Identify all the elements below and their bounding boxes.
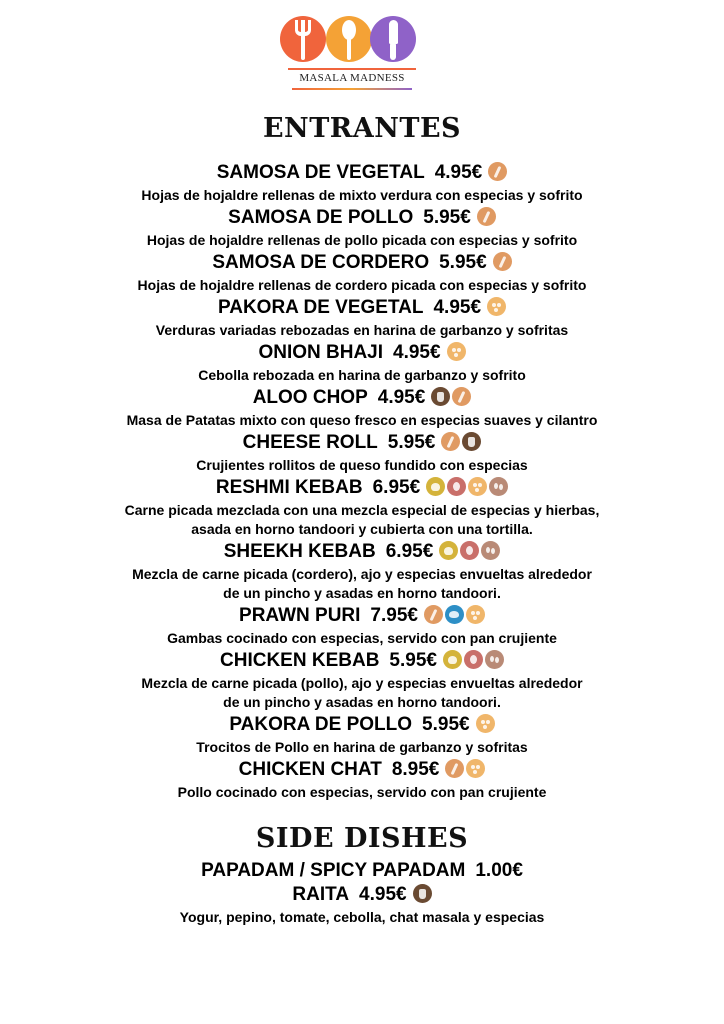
gluten-allergen-icon (477, 207, 496, 226)
section-title-starters: ENTRANTES (262, 113, 462, 144)
dish-description: de un pincho y asadas en horno tandoori. (223, 585, 501, 601)
dish-name: ONION BHAJI (258, 342, 384, 363)
dish-price: 4.95€ (393, 342, 441, 363)
mustard-allergen-icon (468, 477, 487, 496)
dish-description: de un pincho y asadas en horno tandoori. (223, 694, 501, 710)
dish-description: asada en horno tandoori y cubierta con una tortilla. (191, 521, 533, 537)
crustacean-allergen-icon (445, 605, 464, 624)
mustard-allergen-icon (466, 759, 485, 778)
logo-divider (288, 68, 416, 70)
mustard-allergen-icon (447, 342, 466, 361)
gluten-allergen-icon (424, 605, 443, 624)
side-price: 4.95€ (359, 884, 407, 905)
dish-description: Masa de Patatas mixto con queso fresco en especias suaves y cilantro (126, 412, 598, 428)
egg-allergen-icon (443, 650, 462, 669)
knife-handle (390, 42, 396, 60)
mustard-allergen-icon (487, 297, 506, 316)
dish-price: 4.95€ (377, 387, 426, 408)
egg-allergen-icon (426, 477, 445, 496)
gluten-allergen-icon (441, 432, 460, 451)
dish-price: 5.95€ (423, 207, 471, 228)
dish-name: PRAWN PURI (239, 605, 361, 626)
dish-name-row (0, 387, 724, 409)
dish-name: CHICKEN KEBAB (220, 650, 380, 671)
logo (272, 10, 432, 90)
nuts-allergen-icon (460, 541, 479, 560)
side-name-row (0, 860, 724, 882)
dish-name: CHEESE ROLL (242, 432, 378, 453)
dish-name-row (0, 477, 724, 499)
dish-name-row (0, 252, 724, 274)
dish-price: 5.95€ (422, 714, 470, 735)
dish-name-row (0, 759, 724, 781)
dish-name-row (0, 342, 724, 364)
dish-name: PAKORA DE VEGETAL (217, 297, 424, 318)
dish-description: Mezcla de carne picada (cordero), ajo y especias envueltas alrededor (132, 566, 592, 582)
brand-name: MASALA MADNESS (299, 72, 405, 84)
spoon-icon (342, 20, 356, 40)
dish-price: 5.95€ (439, 252, 487, 273)
dish-name-row (0, 650, 724, 672)
side-name: PAPADAM / SPICY PAPADAM (201, 860, 466, 881)
dish-description: Hojas de hojaldre rellenas de cordero picada con especias y sofrito (137, 277, 587, 293)
dish-price: 8.95€ (391, 759, 440, 780)
gluten-allergen-icon (452, 387, 471, 406)
dish-description: Crujientes rollitos de queso fundido con especias (196, 457, 528, 473)
dish-name-row (0, 162, 724, 184)
sesame-allergen-icon (485, 650, 504, 669)
dish-name-row (0, 605, 724, 627)
dish-description: Hojas de hojaldre rellenas de pollo picada con especias y sofrito (146, 232, 578, 248)
sesame-allergen-icon (481, 541, 500, 560)
fork-tine (301, 20, 305, 34)
dish-name-row (0, 207, 724, 229)
dish-description: Verduras variadas rebozadas en harina de garbanzo y sofritas (155, 322, 569, 338)
dish-description: Pollo cocinado con especias, servido con pan crujiente (177, 784, 547, 800)
dish-name-row (0, 297, 724, 319)
mustard-allergen-icon (466, 605, 485, 624)
mustard-allergen-icon (476, 714, 495, 733)
side-name: RAITA (292, 884, 350, 905)
dish-name: SAMOSA DE VEGETAL (216, 162, 425, 183)
dish-name: SHEEKH KEBAB (223, 541, 376, 562)
logo-underline (292, 88, 412, 90)
section-title-sides: SIDE DISHES (255, 823, 469, 854)
milk-allergen-icon (462, 432, 481, 451)
egg-allergen-icon (439, 541, 458, 560)
dish-name-row (0, 541, 724, 563)
side-name-row (0, 884, 724, 906)
dish-name: SAMOSA DE CORDERO (212, 252, 430, 273)
dish-description: Hojas de hojaldre rellenas de mixto verdura con especias y sofrito (141, 187, 583, 203)
fork-handle (301, 34, 305, 60)
knife-icon (389, 20, 398, 44)
nuts-allergen-icon (464, 650, 483, 669)
dish-price: 7.95€ (370, 605, 418, 626)
dish-name: RESHMI KEBAB (215, 477, 363, 498)
dish-name: ALOO CHOP (252, 387, 368, 408)
dish-price: 5.95€ (387, 432, 436, 453)
dish-name-row (0, 432, 724, 454)
gluten-allergen-icon (488, 162, 507, 181)
dish-description: Mezcla de carne picada (pollo), ajo y especias envueltas alrededor (141, 675, 583, 691)
dish-name: SAMOSA DE POLLO (228, 207, 414, 228)
dish-description: Gambas cocinado con especias, servido con pan crujiente (167, 630, 557, 646)
dish-description: Cebolla rebozada en harina de garbanzo y sofrito (198, 367, 526, 383)
side-price: 1.00€ (475, 860, 523, 881)
dish-description: Carne picada mezclada con una mezcla especial de especias y hierbas, (124, 502, 600, 518)
milk-allergen-icon (431, 387, 450, 406)
dish-price: 5.95€ (389, 650, 437, 671)
gluten-allergen-icon (493, 252, 512, 271)
dish-price: 6.95€ (372, 477, 421, 498)
dish-price: 4.95€ (433, 297, 482, 318)
milk-allergen-icon (413, 884, 432, 903)
logo-emblem (272, 10, 432, 68)
dish-price: 4.95€ (434, 162, 483, 183)
dish-price: 6.95€ (385, 541, 434, 562)
spoon-handle (347, 38, 351, 60)
side-description: Yogur, pepino, tomate, cebolla, chat masala y especias (179, 909, 545, 925)
dish-description: Trocitos de Pollo en harina de garbanzo y sofritas (196, 739, 528, 755)
sesame-allergen-icon (489, 477, 508, 496)
dish-name: CHICKEN CHAT (238, 759, 382, 780)
nuts-allergen-icon (447, 477, 466, 496)
dish-name-row (0, 714, 724, 736)
gluten-allergen-icon (445, 759, 464, 778)
dish-name: PAKORA DE POLLO (229, 714, 413, 735)
